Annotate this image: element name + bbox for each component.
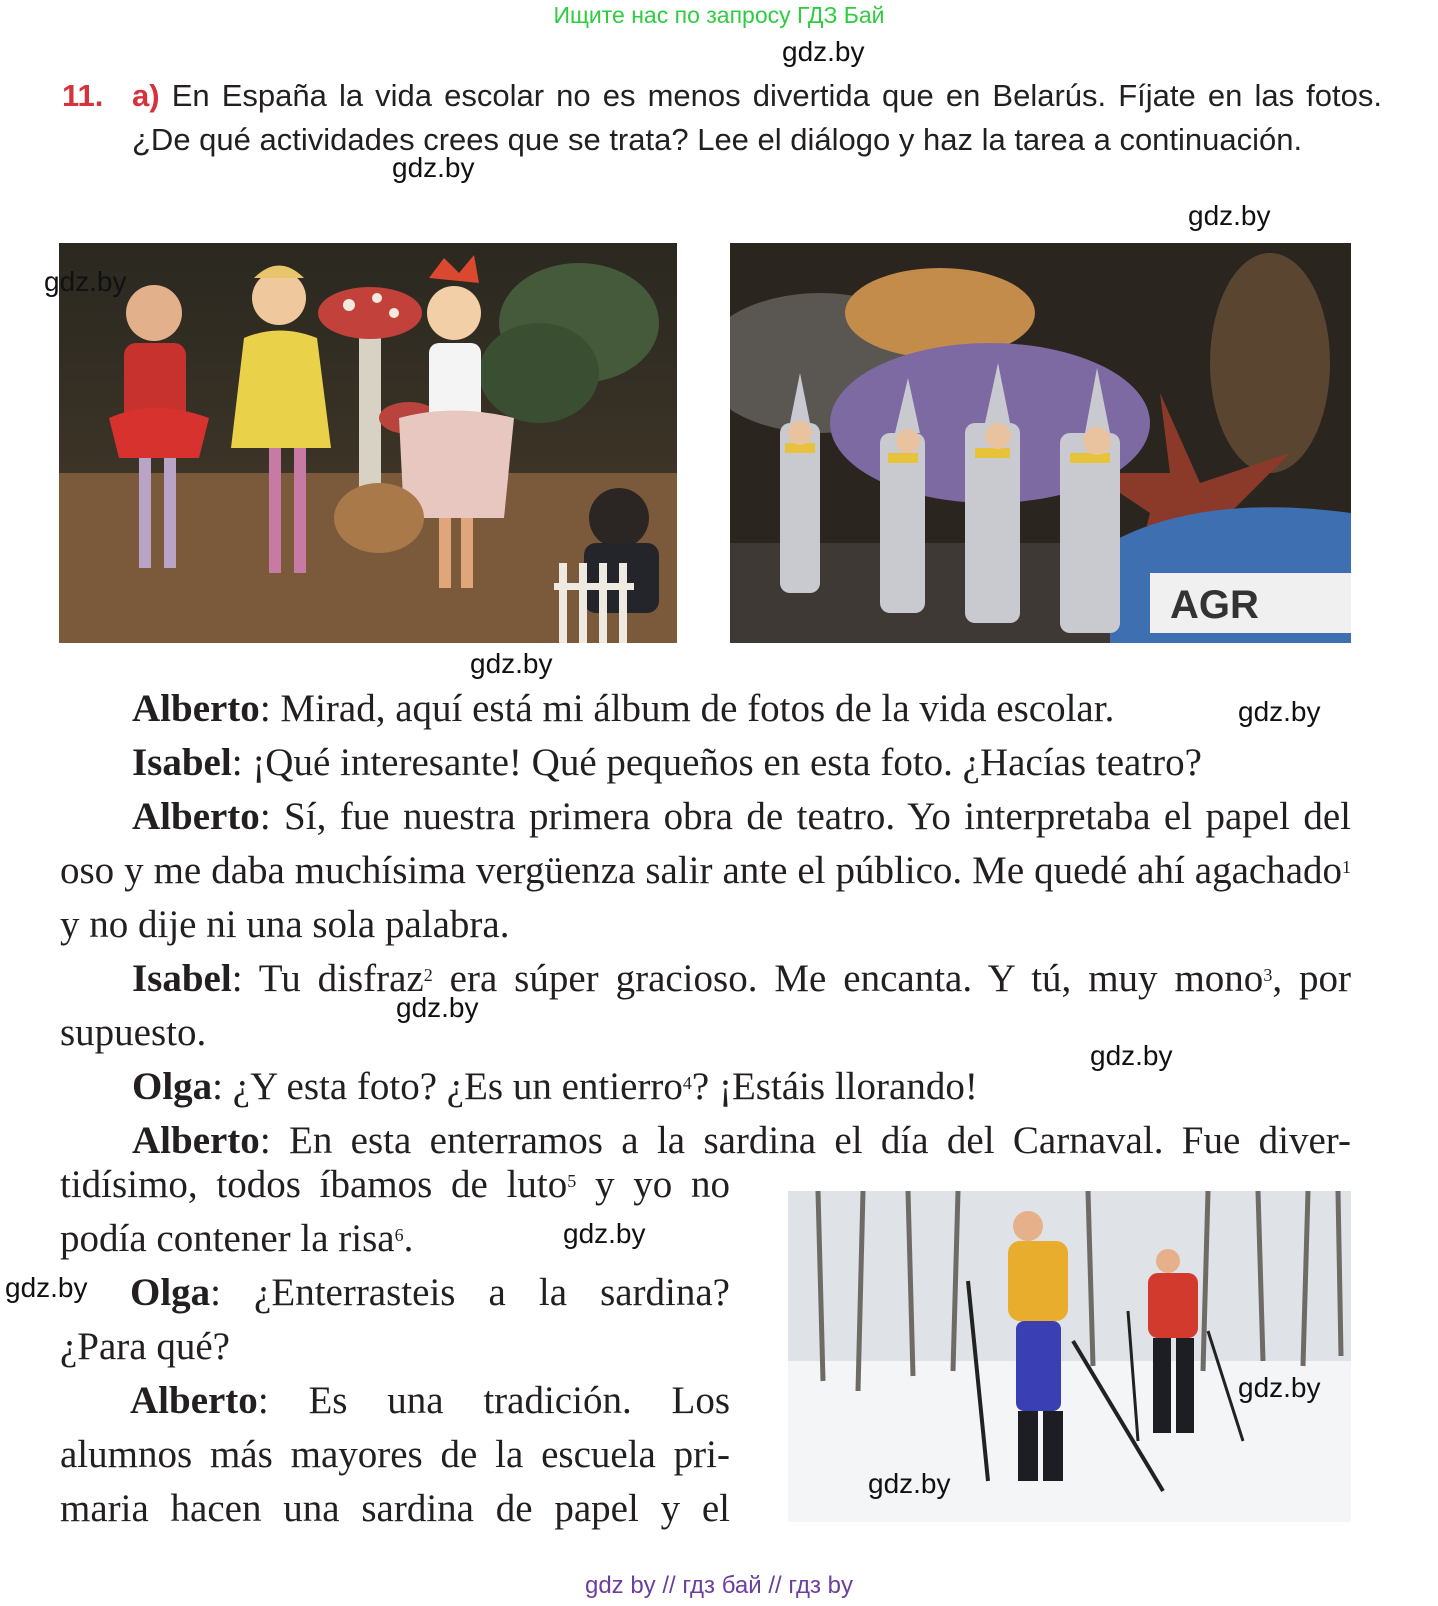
dialogue-line: alumnos más mayores de la escuela pri- (60, 1433, 730, 1476)
footnote-marker: 4 (682, 1073, 692, 1093)
dialogue-line: Isabel: Tu disfraz$^2$ era súper gracioso. Me encanta. Y tú, muy mono$^3$, por supuesto. (60, 957, 1351, 1054)
watermark: gdz.by (868, 1468, 951, 1499)
svg-text:AGR: AGR (1170, 583, 1259, 627)
dialogue-line: podía contener la risa$^6$. (60, 1217, 414, 1260)
watermark: gdz.by (1090, 1040, 1173, 1071)
task-block (62, 74, 1382, 162)
dialogue-line: Alberto: Mirad, aquí está mi álbum de fotos de la vida escolar. (132, 687, 1115, 730)
speaker-name: Isabel (132, 741, 232, 784)
watermark: gdz.by (5, 1272, 88, 1303)
watermark: gdz.by (396, 992, 479, 1023)
speaker-name: Alberto (130, 1379, 258, 1422)
dialogue-line: Olga: ¿Enterrasteis a la sardina? (130, 1271, 730, 1314)
speaker-name: Olga (132, 1065, 213, 1108)
speaker-name: Alberto (132, 795, 260, 838)
footnote-marker: 3 (1263, 965, 1273, 985)
dialogue-line: Alberto: Sí, fue nuestra primera obra de teatro. Yo interpretaba el papel del oso y me daba muchísima vergüenza salir ante el público. Me quedé ahí agachado$^1$ y no dije ni una sola palabra. (60, 795, 1351, 946)
speaker-name: Olga (130, 1271, 211, 1314)
dialogue-bottom (60, 1158, 730, 1536)
dialogue-line: maria hacen una sardina de papel y el (60, 1487, 730, 1530)
watermark: gdz.by (1188, 200, 1271, 231)
watermark: gdz.by (470, 648, 553, 679)
watermark: gdz.by (1238, 696, 1321, 727)
carnival-photo (730, 243, 1351, 643)
top-search-note: Ищите нас по запросу ГДЗ Бай (553, 2, 885, 28)
watermark: gdz.by (1238, 1372, 1321, 1403)
speaker-name: Alberto (132, 1119, 260, 1162)
watermark: gdz.by (563, 1218, 646, 1249)
dialogue-line: Alberto: Es una tradición. Los (130, 1379, 730, 1422)
task-instructions: En España la vida escolar no es menos divertida que en Belarús. Fíjate en las fotos. ¿De qué actividades crees que se trata? Lee el diálogo y haz la tarea a continuación. (132, 78, 1382, 157)
task-label: a) (132, 78, 160, 113)
footnote-marker: 1 (1342, 857, 1351, 877)
task-number: 11. (62, 78, 104, 113)
footnote-marker: 6 (394, 1225, 404, 1245)
speaker-name: Alberto (132, 687, 260, 730)
footnote-marker: 2 (423, 965, 433, 985)
speaker-name: Isabel (132, 957, 232, 1000)
watermark: gdz.by (782, 36, 865, 67)
dialogue-line: Olga: ¿Y esta foto? ¿Es un entierro$^4$? ¡Estáis llorando! (132, 1065, 978, 1108)
dialogue-line: tidísimo, todos íbamos de luto$^5$ y yo no (60, 1163, 730, 1206)
dialogue-line: Alberto: En esta enterramos a la sardina el día del Carnaval. Fue diver- (132, 1119, 1351, 1162)
dialogue-line: Isabel: ¡Qué interesante! Qué pequeños en esta foto. ¿Hacías teatro? (132, 741, 1202, 784)
dialogue-line: ¿Para qué? (60, 1325, 230, 1368)
watermark: gdz.by (44, 266, 127, 297)
theater-photo (59, 243, 677, 643)
watermark: gdz.by (392, 152, 475, 183)
footer-links: gdz by // гдз бай // гдз by (584, 1572, 854, 1599)
dialogue-top (60, 682, 1351, 1168)
footnote-marker: 5 (567, 1171, 577, 1191)
